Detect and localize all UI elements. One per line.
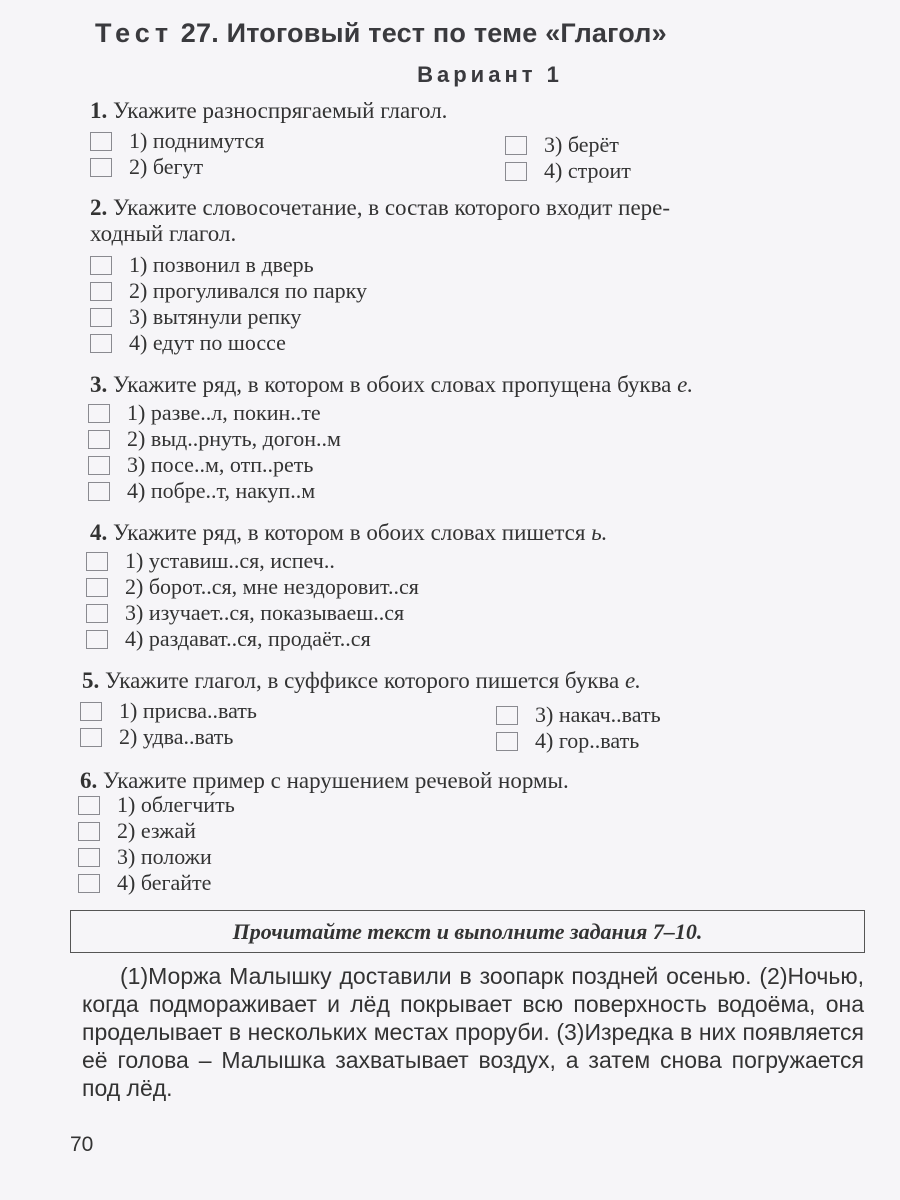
checkbox[interactable] — [88, 482, 110, 501]
checkbox[interactable] — [78, 822, 100, 841]
option-4-2[interactable] — [86, 574, 419, 600]
checkbox[interactable] — [80, 728, 102, 747]
instruction-banner: Прочитайте текст и выполните задания 7–10. — [70, 910, 865, 953]
question-number: 5. — [82, 668, 100, 693]
checkbox[interactable] — [496, 706, 518, 725]
checkbox[interactable] — [88, 430, 110, 449]
question-text: Укажите ряд, в котором в обоих словах пишется — [113, 520, 586, 545]
passage-text: (1)Моржа Малышку доставили в зоопарк поздней осенью. (2)Ночью, когда подмораживает и лёд покрывает всю поверхность водоёма, она проделывает в нескольких местах проруби. (3)Изредка в них появляется её голова – Малышка захватывает воздух, а затем снова погружается под лёд. — [82, 963, 864, 1101]
option-label: 3) берёт — [544, 132, 619, 157]
checkbox[interactable] — [90, 132, 112, 151]
option-label: 4) строит — [544, 158, 631, 183]
option-6-4[interactable] — [78, 870, 211, 896]
title-prefix: Тест — [95, 18, 174, 48]
question-text: Укажите глагол, в суффиксе которого пишется буква — [105, 668, 620, 693]
checkbox[interactable] — [86, 578, 108, 597]
option-4-4[interactable] — [86, 626, 371, 652]
question-3 — [90, 372, 890, 398]
option-label: 3) изучает..ся, показываеш..ся — [125, 600, 405, 625]
option-1-2[interactable] — [90, 154, 203, 180]
checkbox[interactable] — [505, 136, 527, 155]
question-letter: е. — [677, 372, 694, 397]
option-label: 1) поднимутся — [129, 128, 265, 153]
option-label: 3) положи — [117, 844, 212, 869]
question-text: Укажите пример с нарушением речевой нормы. — [103, 768, 569, 793]
option-label: 4) гор..вать — [535, 728, 640, 753]
option-6-2[interactable] — [78, 818, 196, 844]
option-4-1[interactable] — [86, 548, 335, 574]
question-2 — [90, 195, 890, 247]
option-label: 4) побре..т, накуп..м — [127, 478, 316, 503]
question-5 — [82, 668, 882, 694]
question-4 — [90, 520, 890, 546]
question-letter: е. — [624, 668, 641, 693]
option-4-3[interactable] — [86, 600, 404, 626]
option-label: 2) бегут — [129, 154, 204, 179]
question-6 — [80, 768, 880, 794]
option-label: 2) выд..рнуть, догон..м — [127, 426, 341, 451]
checkbox[interactable] — [505, 162, 527, 181]
checkbox[interactable] — [90, 334, 112, 353]
checkbox[interactable] — [78, 796, 100, 815]
option-label: 1) позвонил в дверь — [129, 252, 314, 277]
reading-passage — [82, 962, 864, 1102]
option-2-2[interactable] — [90, 278, 367, 304]
option-label: 4) едут по шоссе — [129, 330, 286, 355]
option-5-2[interactable] — [80, 724, 233, 750]
checkbox[interactable] — [88, 456, 110, 475]
option-label: 1) облегчи́ть — [117, 792, 235, 817]
checkbox[interactable] — [88, 404, 110, 423]
checkbox[interactable] — [78, 874, 100, 893]
option-label: 2) прогуливался по парку — [129, 278, 368, 303]
option-5-1[interactable] — [80, 698, 257, 724]
question-letter: ь. — [591, 520, 608, 545]
option-3-1[interactable] — [88, 400, 321, 426]
option-label: 2) удва..вать — [119, 724, 234, 749]
option-label: 2) борот..ся, мне нездоровит..ся — [125, 574, 419, 599]
option-label: 3) вытянули репку — [129, 304, 302, 329]
checkbox[interactable] — [90, 308, 112, 327]
question-text: Укажите ряд, в котором в обоих словах пропущена буква — [113, 372, 672, 397]
variant-heading: Вариант 1 — [417, 62, 563, 87]
checkbox[interactable] — [78, 848, 100, 867]
checkbox[interactable] — [86, 604, 108, 623]
checkbox[interactable] — [90, 282, 112, 301]
checkbox[interactable] — [496, 732, 518, 751]
option-label: 4) бегайте — [117, 870, 212, 895]
option-6-3[interactable] — [78, 844, 212, 870]
checkbox[interactable] — [86, 552, 108, 571]
question-number: 1. — [90, 98, 108, 123]
option-1-4[interactable] — [505, 158, 631, 184]
question-number: 3. — [90, 372, 108, 397]
option-1-1[interactable] — [90, 128, 264, 154]
question-number: 4. — [90, 520, 108, 545]
question-text-cont: ходный глагол. — [90, 221, 237, 246]
title-text: 27. Итоговый тест по теме «Глагол» — [180, 18, 667, 48]
checkbox[interactable] — [90, 158, 112, 177]
option-5-4[interactable] — [496, 728, 639, 754]
option-3-2[interactable] — [88, 426, 341, 452]
option-label: 1) разве..л, покин..те — [127, 400, 321, 425]
question-text: Укажите словосочетание, в состав которого входит пере- — [113, 195, 671, 220]
option-3-4[interactable] — [88, 478, 315, 504]
option-label: 1) присва..вать — [119, 698, 257, 723]
page-title — [95, 18, 895, 49]
option-6-1[interactable] — [78, 792, 235, 818]
checkbox[interactable] — [90, 256, 112, 275]
option-3-3[interactable] — [88, 452, 313, 478]
option-2-3[interactable] — [90, 304, 301, 330]
option-label: 2) езжай — [117, 818, 196, 843]
checkbox[interactable] — [80, 702, 102, 721]
option-label: 1) уставиш..ся, испеч.. — [125, 548, 335, 573]
checkbox[interactable] — [86, 630, 108, 649]
question-text: Укажите разноспрягаемый глагол. — [113, 98, 448, 123]
question-number: 2. — [90, 195, 108, 220]
option-label: 3) посе..м, отп..реть — [127, 452, 314, 477]
option-5-3[interactable] — [496, 702, 661, 728]
option-label: 4) раздават..ся, продаёт..ся — [125, 626, 371, 651]
page-number: 70 — [70, 1133, 94, 1156]
option-2-1[interactable] — [90, 252, 314, 278]
option-label: 3) накач..вать — [535, 702, 661, 727]
option-2-4[interactable] — [90, 330, 286, 356]
question-1 — [90, 98, 890, 124]
question-number: 6. — [80, 768, 98, 793]
option-1-3[interactable] — [505, 132, 619, 158]
